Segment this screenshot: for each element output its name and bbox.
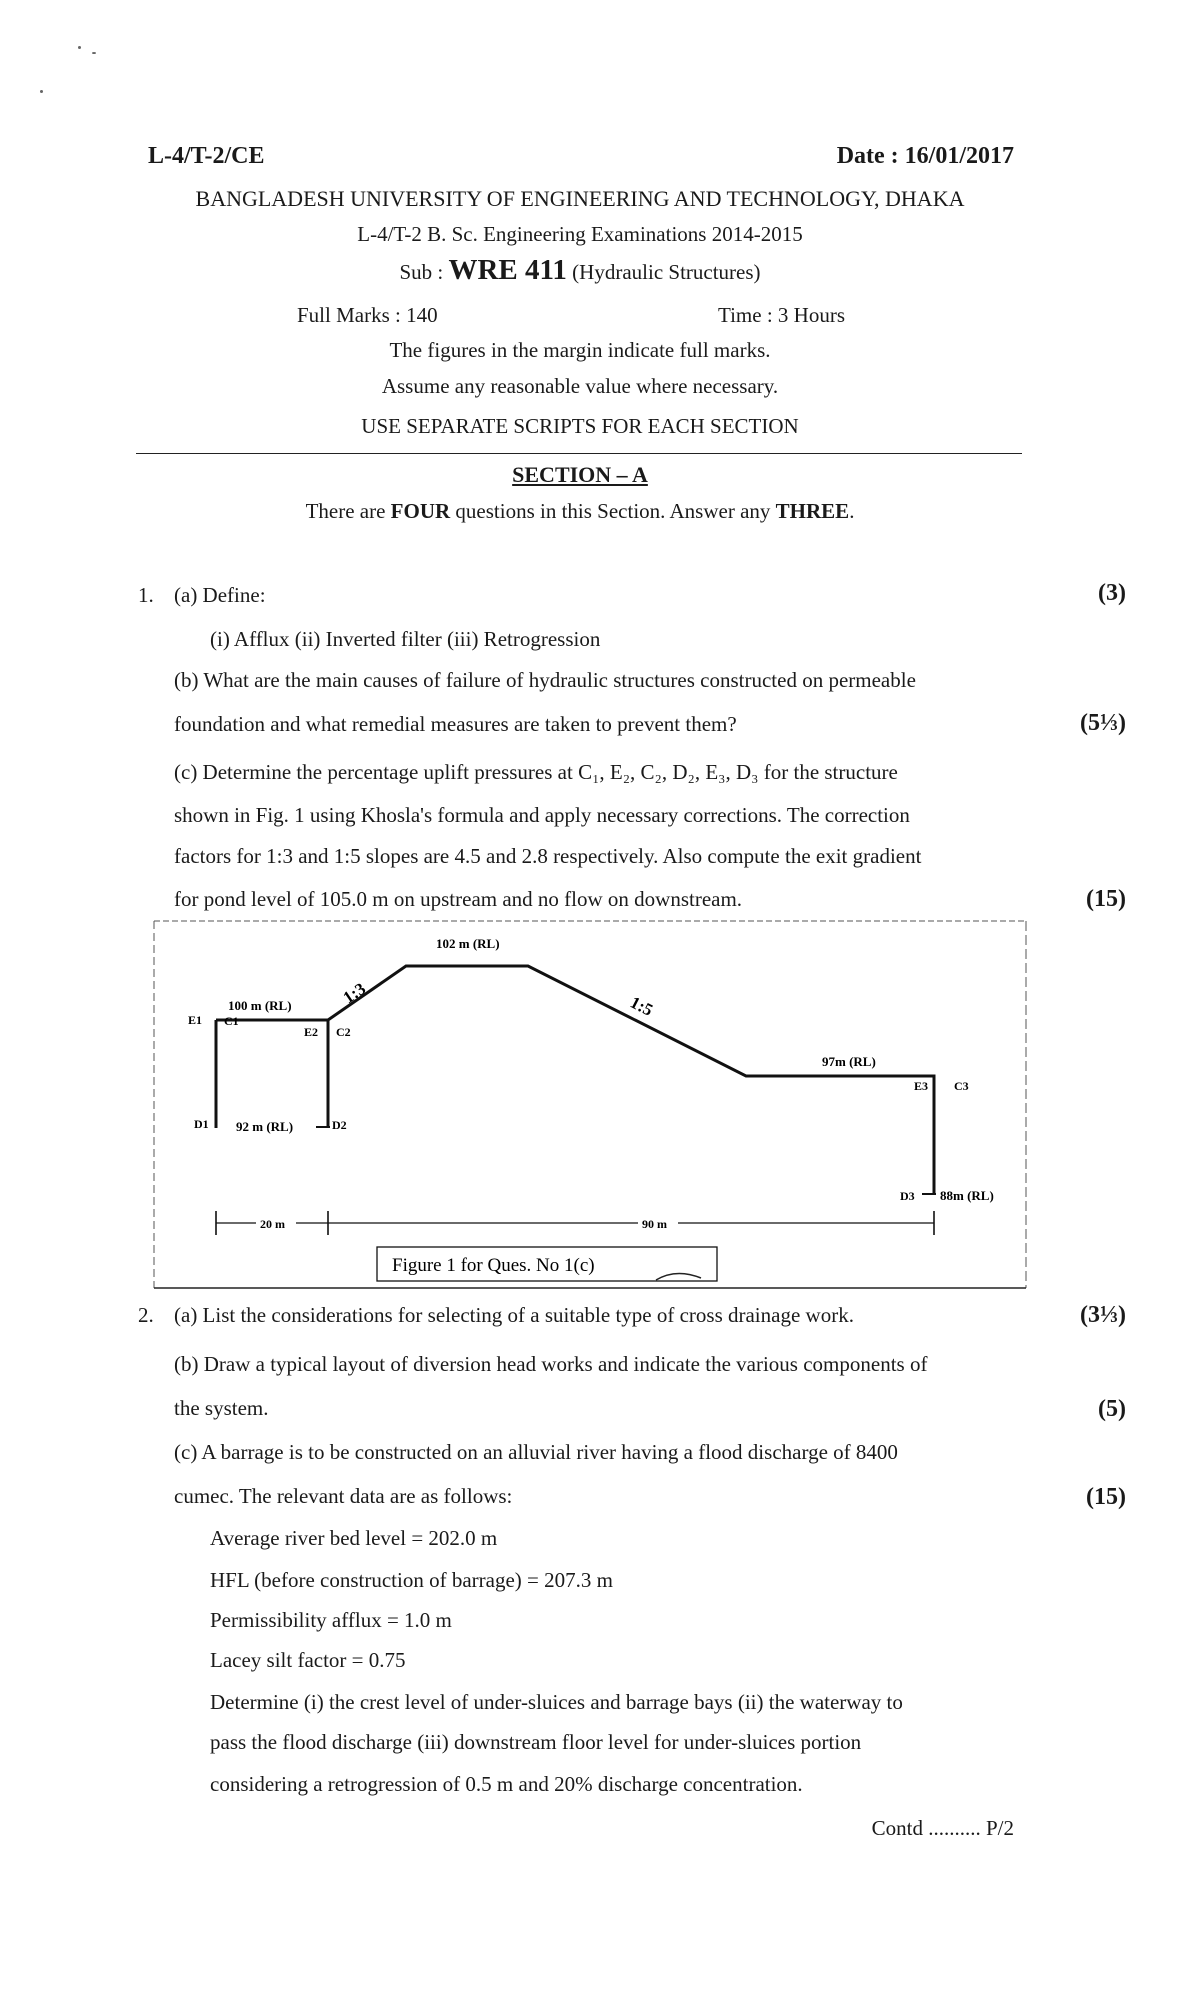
header-divider (136, 453, 1022, 454)
q2c-marks: (15) (1086, 1484, 1126, 1510)
label-top-level: 102 m (RL) (436, 936, 500, 951)
q2b-line2: the system. (174, 1396, 269, 1420)
figure-caption: Figure 1 for Ques. No 1(c) (392, 1255, 595, 1276)
structure-profile (216, 966, 934, 1194)
label-D2: D2 (332, 1118, 347, 1132)
q2b-marks: (5) (1098, 1396, 1126, 1422)
scan-speck (78, 46, 81, 49)
label-C2: C2 (336, 1025, 351, 1039)
university-name: BANGLADESH UNIVERSITY OF ENGINEERING AND TECHNOLOGY, DHAKA (195, 186, 965, 211)
instr-three: THREE (775, 499, 850, 523)
q2c-line2: cumec. The relevant data are as follows: (174, 1484, 513, 1508)
subject-code: WRE 411 (448, 254, 567, 286)
label-E3: E3 (914, 1079, 929, 1093)
label-C3: C3 (954, 1079, 969, 1093)
q2a-marks: (3⅓) (1080, 1302, 1126, 1328)
instr-text: questions in this Section. Answer any (450, 499, 776, 523)
q1b-marks: (5⅓) (1080, 710, 1126, 736)
label-C1: C1 (224, 1014, 239, 1028)
q1a-items: (i) Afflux (ii) Inverted filter (iii) Retrogression (210, 627, 601, 651)
label-D1: D1 (194, 1117, 209, 1131)
q2-data-silt-factor: Lacey silt factor = 0.75 (210, 1648, 406, 1672)
label-left-level: 100 m (RL) (228, 998, 292, 1013)
exam-title: L-4/T-2 B. Sc. Engineering Examinations 2014-2015 (357, 222, 803, 246)
q2-data-afflux: Permissibility afflux = 1.0 m (210, 1608, 452, 1632)
q2c-line1: (c) A barrage is to be constructed on an alluvial river having a flood discharge of 8400 (174, 1440, 898, 1464)
label-bottom-left: 92 m (RL) (236, 1119, 294, 1134)
q1c-marks: (15) (1086, 886, 1126, 912)
q1c-line2: shown in Fig. 1 using Khosla's formula and apply necessary corrections. The correction (174, 803, 910, 827)
q1c-line3: factors for 1:3 and 1:5 slopes are 4.5 and 2.8 respectively. Also compute the exit gradient (174, 844, 922, 868)
q2b-line1: (b) Draw a typical layout of diversion head works and indicate the various components of (174, 1352, 928, 1376)
q1-number: 1. (138, 583, 154, 607)
q1b-line2: foundation and what remedial measures are taken to prevent them? (174, 712, 737, 736)
figure-1-diagram (146, 918, 1034, 1294)
q2a-text: (a) List the considerations for selecting of a suitable type of cross drainage work. (174, 1303, 854, 1327)
q2-data-hfl: HFL (before construction of barrage) = 207.3 m (210, 1568, 613, 1592)
label-D3: D3 (900, 1189, 915, 1203)
subject-name: (Hydraulic Structures) (572, 260, 761, 284)
label-right-level: 97m (RL) (822, 1054, 876, 1069)
instruction-assume: Assume any reasonable value where necessary. (381, 374, 779, 398)
q1c-line4: for pond level of 105.0 m on upstream and no flow on downstream. (174, 887, 743, 911)
instr-four: FOUR (390, 499, 451, 523)
q1a-marks: (3) (1098, 580, 1126, 606)
q1a-text: (a) Define: (174, 583, 266, 607)
continued-note: Contd .......... P/2 (871, 1816, 1014, 1840)
label-E1: E1 (188, 1013, 203, 1027)
q2-number: 2. (138, 1303, 154, 1327)
full-marks: Full Marks : 140 (297, 303, 438, 327)
q2-determine-line2: pass the flood discharge (iii) downstream floor level for under-sluices portion (210, 1730, 862, 1754)
section-title: SECTION – A (512, 462, 648, 487)
course-code: L-4/T-2/CE (148, 143, 265, 169)
q1b-line1: (b) What are the main causes of failure of hydraulic structures constructed on permeable (174, 668, 916, 692)
q1c-line1: (c) Determine the percentage uplift pressures at C₁, E₂, C₂, D₂, E₃, D₃ for the structure (174, 760, 898, 784)
instruction-margin-marks: The figures in the margin indicate full marks. (389, 338, 771, 362)
exam-date: Date : 16/01/2017 (836, 143, 1014, 169)
q2-data-bed-level: Average river bed level = 202.0 m (210, 1526, 498, 1550)
instr-text: . (849, 499, 855, 523)
label-dim-20m: 20 m (260, 1217, 285, 1231)
instr-text: There are (305, 499, 391, 523)
subject-line (0, 254, 1160, 287)
label-bottom-right: 88m (RL) (940, 1188, 994, 1203)
subject-prefix: Sub : (399, 260, 444, 284)
label-slope-down: 1:5 (627, 992, 657, 1020)
exam-time: Time : 3 Hours (718, 303, 845, 327)
q2-determine-line1: Determine (i) the crest level of under-sluices and barrage bays (ii) the waterway to (210, 1690, 903, 1714)
scan-speck (92, 52, 96, 54)
q2-determine-line3: considering a retrogression of 0.5 m and 20% discharge concentration. (210, 1772, 803, 1796)
label-E2: E2 (304, 1025, 319, 1039)
section-instructions (0, 499, 1160, 524)
label-dim-90m: 90 m (642, 1217, 667, 1231)
instruction-separate-scripts: USE SEPARATE SCRIPTS FOR EACH SECTION (361, 414, 799, 438)
label-slope-up: 1:3 (339, 978, 370, 1008)
scan-speck (40, 90, 43, 93)
